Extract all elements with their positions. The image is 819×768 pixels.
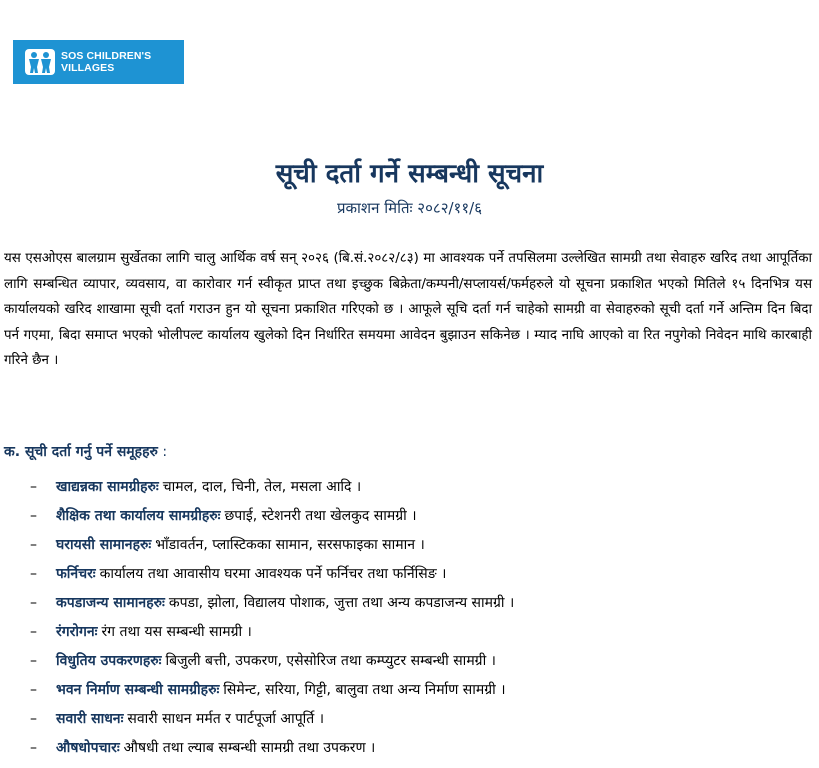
publish-date: प्रकाशन मितिः २०८२/११/६: [336, 199, 483, 217]
dash-bullet: –: [30, 536, 37, 553]
list-item: [30, 646, 514, 675]
logo-text: [61, 50, 151, 74]
list-item: [30, 617, 514, 646]
item-title: शैक्षिक तथा कार्यालय सामग्रीहरुः: [56, 508, 221, 524]
dash-bullet: –: [30, 681, 37, 698]
dash-bullet: –: [30, 478, 37, 495]
item-title: औषधोपचारः: [56, 740, 120, 756]
item-desc: सवारी साधन मर्मत र पार्टपूर्जा आपूर्ति ।: [127, 711, 325, 727]
item-title: विधुतिय उपकरणहरुः: [56, 653, 162, 669]
section-heading: [4, 442, 167, 461]
item-desc: भाँडावर्तन, प्लास्टिकका सामान, सरसफाइका सामान ।: [155, 537, 425, 553]
sos-logo: [13, 40, 184, 84]
dash-bullet: –: [30, 594, 37, 611]
item-desc: चामल, दाल, चिनी, तेल, मसला आदि ।: [162, 479, 362, 495]
item-desc: औषधी तथा ल्याब सम्बन्धी सामग्री तथा उपकरण ।: [123, 740, 376, 756]
item-title: सवारी साधनः: [56, 711, 124, 727]
item-desc: रंग तथा यस सम्बन्धी सामग्री ।: [101, 624, 252, 640]
list-item: [30, 472, 514, 501]
item-title: खाद्यन्नका सामग्रीहरुः: [56, 479, 159, 495]
dash-bullet: –: [30, 652, 37, 669]
list-item: [30, 559, 514, 588]
sos-children-icon: [23, 47, 57, 77]
dash-bullet: –: [30, 565, 37, 582]
section-heading-label: क. सूची दर्ता गर्नु पर्ने समूहहरु: [4, 444, 158, 460]
logo-line-2: VILLAGES: [61, 62, 115, 74]
group-list: [30, 472, 514, 762]
item-desc: कपडा, झोला, विद्यालय पोशाक, जुत्ता तथा अन्य कपडाजन्य सामग्री ।: [168, 595, 515, 611]
logo-line-1: SOS CHILDREN'S: [61, 50, 152, 62]
item-desc: बिजुली बत्ती, उपकरण, एसेसोरिज तथा कम्प्युटर सम्बन्धी सामग्री ।: [165, 653, 496, 669]
dash-bullet: –: [30, 507, 37, 524]
item-desc: छपाई, स्टेशनरी तथा खेलकुद सामग्री ।: [224, 508, 417, 524]
dash-bullet: –: [30, 623, 37, 640]
list-item: [30, 675, 514, 704]
dash-bullet: –: [30, 739, 37, 756]
list-item: [30, 530, 514, 559]
page-title: सूची दर्ता गर्ने सम्बन्धी सूचना: [275, 159, 544, 189]
section-heading-suffix: :: [157, 444, 168, 460]
item-title: भवन निर्माण सम्बन्धी सामग्रीहरुः: [56, 682, 220, 698]
list-item: [30, 588, 514, 617]
item-title: फर्निचरः: [56, 566, 96, 582]
dash-bullet: –: [30, 710, 37, 727]
item-desc: सिमेन्ट, सरिया, गिट्टी, बालुवा तथा अन्य निर्माण सामग्री ।: [223, 682, 506, 698]
list-item: [30, 733, 514, 762]
list-item: [30, 501, 514, 530]
item-title: घरायसी सामानहरुः: [56, 537, 152, 553]
item-title: कपडाजन्य सामानहरुः: [56, 595, 165, 611]
intro-paragraph: यस एसओएस बालग्राम सुर्खेतका लागि चालु आर्थिक वर्ष सन् २०२६ (बि.सं.२०८२/८३) मा आवश्यक पर्ने तपसिलमा उल्लेखित सामग्री तथा सेवाहरु खरिद तथा आपूर्तिका लागि सम्बन्धित व्यापार, व्यवसाय, वा कारोवार गर्न स्वीकृत प्राप्त तथा इच्छुक बिक्रेता/कम्पनी/सप्लायर्स/फर्महरुले यो सूचना प्रकाशित भएको मितिले १५ दिनभित्र यस कार्यालयको खरिद शाखामा सूची दर्ता गराउन हुन यो सूचना प्रकाशित गरिएको छ । आफूले सूचि दर्ता गर्न चाहेको सामग्री वा सेवाहरुको सूची दर्ता गर्ने अन्तिम दिन बिदा पर्न गएमा, बिदा समाप्त भएको भोलीपल्ट कार्यालय खुलेको दिन निर्धारित समयमा आवेदन बुझाउन सकिनेछ । म्याद नाघि आएको वा रित नपुगेको निवेदन माथि कारबाही गरिने छैन ।: [4, 251, 812, 369]
item-title: रंगरोगनः: [56, 624, 98, 640]
item-desc: कार्यालय तथा आवासीय घरमा आवश्यक पर्ने फर्निचर तथा फर्निसिङ ।: [99, 566, 447, 582]
list-item: [30, 704, 514, 733]
